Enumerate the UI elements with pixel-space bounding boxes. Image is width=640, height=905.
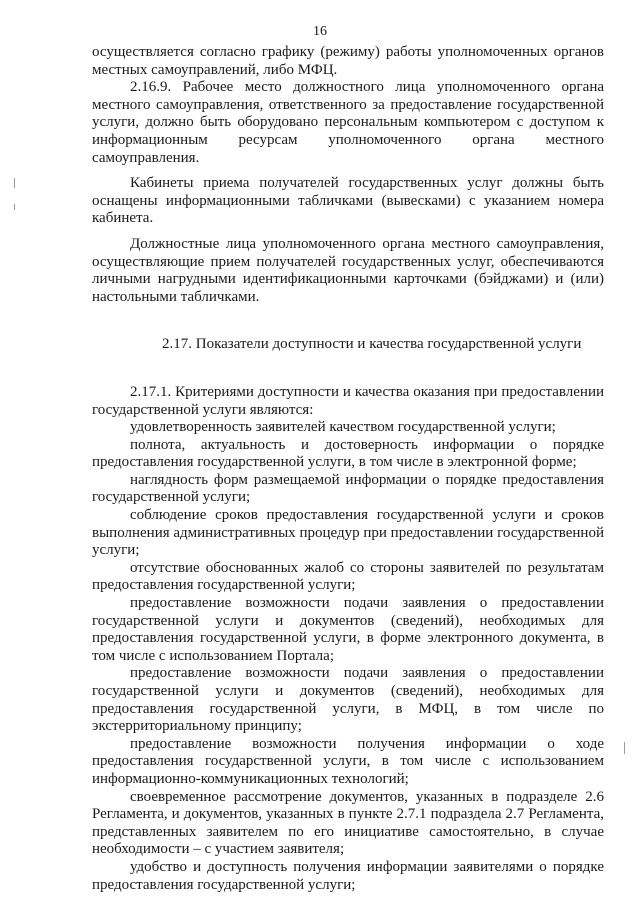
- list-item-criterion-3: наглядность форм размещаемой информации о порядке предоставления государственной услуги;: [92, 471, 604, 506]
- paragraph-officials: Должностные лица уполномоченного органа местного самоуправления, осуществляющие прием получателей государственных услуг, обеспечиваются личными нагрудными идентификационными карточками (бэйджами) и (или) настольными табличками.: [92, 235, 604, 305]
- scan-mark-right: [624, 742, 625, 754]
- list-item-criterion-6: предоставление возможности подачи заявления о предоставлении государственной услуги и документов (сведений), необходимых для предоставления государственной услуги, в форме электронного документа, в том числе с использованием Портала;: [92, 595, 604, 664]
- paragraph-2-16-9: 2.16.9. Рабочее место должностного лица уполномоченного органа местного самоуправления, ответственного за предоставление государственной услуги, должно быть оборудовано персональным компьютером с доступом к информационным ресурсам уполномоченного органа местного самоуправления.: [92, 79, 604, 166]
- page-number: 16: [313, 24, 327, 39]
- scan-mark-left-lower: [14, 204, 15, 210]
- document-body: [92, 44, 604, 894]
- list-item-criterion-1: удовлетворенность заявителей качеством государственной услуги;: [130, 419, 556, 436]
- list-item-criterion-9: своевременное рассмотрение документов, указанных в подразделе 2.6 Регламента, и документов, указанных в пункте 2.7.1 подраздела 2.7 Регламента, представленных заявителем по его инициативе самостоятельно, в случае необходимости – с участием заявителя;: [92, 788, 604, 858]
- list-item-criterion-5: отсутствие обоснованных жалоб со стороны заявителей по результатам предоставления государственной услуги;: [92, 559, 604, 594]
- section-heading-2-17: 2.17. Показатели доступности и качества государственной услуги: [162, 336, 582, 353]
- list-item-criterion-7: предоставление возможности подачи заявления о предоставлении государственной услуги и документов (сведений), необходимых для предоставления государственной услуги, в МФЦ, в том числе по экстерриториальному принципу;: [92, 665, 604, 735]
- list-item-criterion-10: удобство и доступность получения информации заявителями о порядке предоставления государственной услуги;: [92, 858, 604, 893]
- paragraph-cabinets: Кабинеты приема получателей государственных услуг должны быть оснащены информационными табличками (вывесками) с указанием номера кабинета.: [92, 175, 604, 227]
- scan-mark-left: [14, 178, 15, 188]
- paragraph-2-17-1: 2.17.1. Критериями доступности и качества оказания при предоставлении государственной услуги являются:: [92, 383, 604, 418]
- list-item-criterion-2: полнота, актуальность и достоверность информации о порядке предоставления государственной услуги, в том числе в электронной форме;: [92, 436, 604, 471]
- list-item-criterion-4: соблюдение сроков предоставления государственной услуги и сроков выполнения административных процедур при предоставлении государственной услуги;: [92, 507, 604, 559]
- paragraph-continuation: осуществляется согласно графику (режиму) работы уполномоченных органов местных самоуправлений, либо МФЦ.: [92, 44, 604, 78]
- list-item-criterion-8: предоставление возможности получения информации о ходе предоставления государственной услуги, в том числе с использованием информационно-коммуникационных технологий;: [92, 735, 604, 787]
